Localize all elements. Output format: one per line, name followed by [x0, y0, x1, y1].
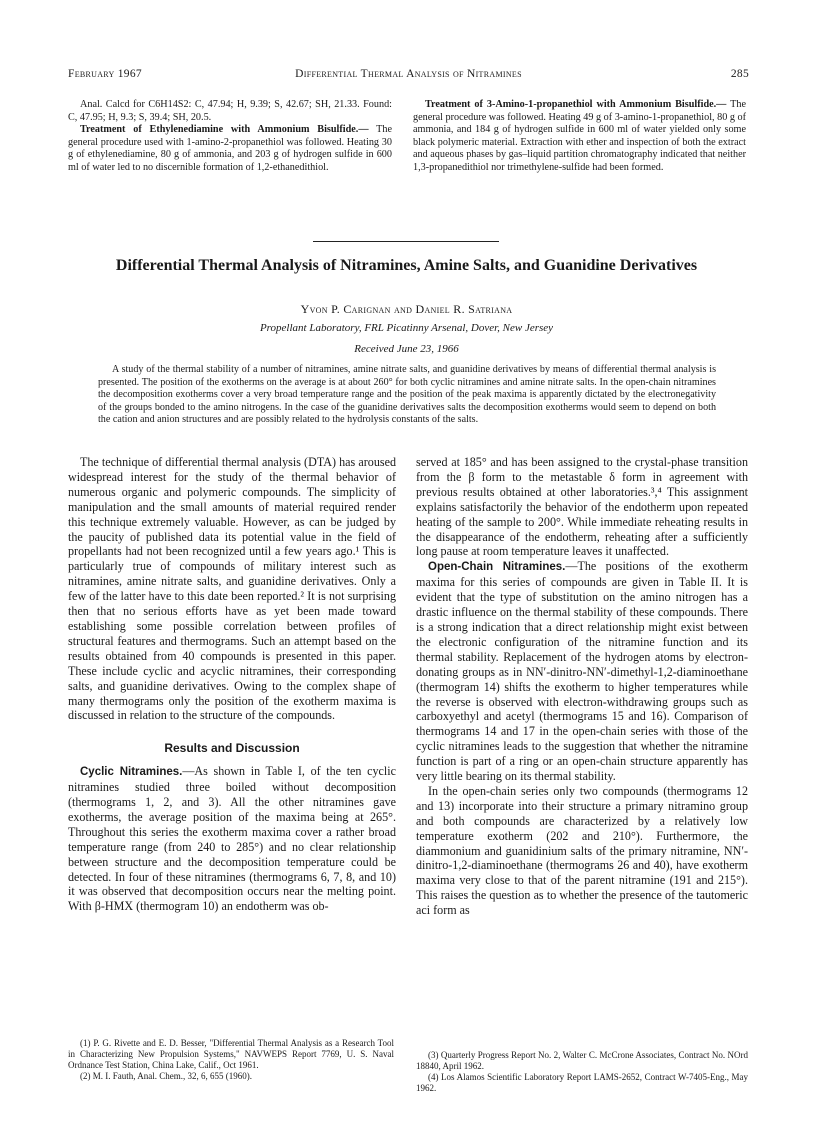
received-date: Received June 23, 1966	[354, 343, 459, 355]
header-date: February 1967	[68, 68, 142, 80]
running-header	[68, 68, 749, 84]
footnotes-right	[416, 1050, 748, 1094]
cyclic-nitramines-text: —As shown in Table I, of the ten cyclic nitramines studied three boiled without decomposition (thermograms 1, 2, and 3). All the other nitramines gave exotherms, the average position of the maxima being at 265°. Throughout this series the exotherm maxima cover a rather broad temperature range (from 240 to 285°) and no clear relationship between structure and the decomposition temperature could be detected. In four of these nitramines (thermograms 6, 7, 8, and 10) it was observed that decomposition occurs near the melting point. With β-HMX (thermogram 10) an endotherm was ob-	[68, 764, 396, 914]
section-heading-results: Results and Discussion	[164, 741, 300, 756]
propanethiol-heading: Treatment of 3-Amino-1-propanethiol with Ammonium Bisulfide.—	[425, 99, 727, 110]
header-running-title: Differential Thermal Analysis of Nitramines	[295, 68, 522, 80]
article-affiliation: Propellant Laboratory, FRL Picatinny Arsenal, Dover, New Jersey	[259, 322, 554, 334]
cyclic-nitramines-heading: Cyclic Nitramines.	[80, 766, 183, 779]
propanethiol-text: The general procedure was followed. Heating 49 g of 3-amino-1-propanethiol, 80 g of ammonia, and 184 g of hydrogen sulfide in 600 ml of water yielded only some black polymeric material. Extraction with ether and inspection of both the extract and aqueous phases by gas–liquid partition chromatography indicated that neither 1,3-propanedithiol nor trimethylene-sulfide had been formed.	[413, 99, 746, 173]
open-chain-heading: Open-Chain Nitramines.	[428, 561, 566, 574]
body-left-column	[68, 455, 396, 914]
article-abstract: A study of the thermal stability of a number of nitramines, amine nitrate salts, and guanidine derivatives by means of differential thermal analysis is presented. The position of the exotherms on the average is at about 260° for both cyclic nitramines and amine nitrate salts. In the open-chain nitramines the decomposition exotherms cover a very broad temperature range and the position of the peak maxima is apparently dictated by the electronegativity of the groups bonded to the amino nitrogens. In the case of the guanidine derivatives salts the decomposition exotherms would seem to depend on both the cation and anion structures and are possibly related to the hydrolysis constants of the salts.	[98, 364, 716, 425]
open-chain-text: —The positions of the exotherm maxima for this series of compounds are given in Table II. It is evident that the type of substitution on the amino nitrogen has a drastic influence on the thermal stability of these compounds. There is a strong indication that a direct relationship might exist between the electronic configuration of the nitramine function and its thermal stability. Replacement of the hydrogen atoms by electron-donating groups as in NN′-dinitro-NN′-dimethyl-1,2-diaminoethane (thermogram 14) shifts the exotherm to higher temperatures while the reverse is observed with electron-withdrawing groups such as carboxyethyl and acetyl (thermograms 15 and 16). Comparison of thermograms 14 and 17 in the open-chain series with those of the cyclic nitramines leads to the suggestion that whether the nitramine function is part of a ring or an open-chain structure apparently has very little bearing on its thermal stability.	[416, 559, 748, 784]
header-page-number: 285	[730, 68, 749, 80]
article-authors: Yvon P. Carignan and Daniel R. Satriana	[300, 302, 513, 316]
footnotes-left	[68, 1038, 394, 1082]
ethylenediamine-heading: Treatment of Ethylenediamine with Ammonium Bisulfide.—	[80, 124, 369, 135]
article-title: Differential Thermal Analysis of Nitramines, Amine Salts, and Guanidine Derivatives	[115, 257, 698, 274]
ethylenediamine-text: The general procedure used with 1-amino-2-propanethiol was followed. Heating 30 g of ethylenediamine, 80 g of ammonia, and 203 g of hydrogen sulfide in 600 ml of water led to no discernible formation of 1,2-ethanedithiol.	[68, 124, 392, 173]
propanethiol-paragraph	[413, 99, 746, 174]
footnote-2: (2) M. I. Fauth, Anal. Chem., 32, 6, 655 (1960).	[80, 1071, 252, 1081]
article-separator-rule	[313, 241, 499, 242]
footnote-1: (1) P. G. Rivette and E. D. Besser, "Differential Thermal Analysis as a Research Tool in Characterizing New Propulsion Systems," NAVWEPS Report 7769, U. S. Naval Ordnance Test Station, China Lake, Calif., Oct 1961.	[68, 1038, 394, 1070]
open-chain-paragraph	[416, 559, 748, 784]
continuation-paragraph: served at 185° and has been assigned to the crystal-phase transition from the β form to the metastable δ form in agreement with previous results obtained at other laboratories.³,⁴ This assignment explains satisfactorily the behavior of the endotherm upon repeated heating of the sample to 200°. While immediate reheating results in the disappearance of the endotherm, reheating after a sufficiently long pause at room temperature leaves it unaffected.	[416, 455, 748, 559]
body-right-column	[416, 455, 748, 918]
analysis-line: Anal. Calcd for C6H14S2: C, 47.94; H, 9.39; S, 42.67; SH, 21.33. Found: C, 47.95; H, 9.3; S, 39.4; SH, 20.5.	[68, 99, 392, 123]
cyclic-nitramines-paragraph	[68, 764, 396, 914]
footnote-4: (4) Los Alamos Scientific Laboratory Report LAMS-2652, Contract W-7405-Eng., May 1962.	[416, 1072, 748, 1093]
previous-article-right-column	[413, 99, 746, 174]
previous-article-left-column	[68, 99, 392, 174]
footnote-3: (3) Quarterly Progress Report No. 2, Walter C. McCrone Associates, Contract No. NOrd 18840, April 1962.	[416, 1050, 748, 1071]
ethylenediamine-paragraph	[68, 124, 392, 174]
primary-nitramine-paragraph: In the open-chain series only two compounds (thermograms 12 and 13) incorporate into their structure a primary nitramino group and both compounds are characterized by a relatively low temperature exotherm (202 and 210°). Furthermore, the diammonium and guanidinium salts of the primary nitramine, NN′-dinitro-1,2-diaminoethane (thermograms 26 and 40), have exotherm maxima very close to that of the parent nitramine (191 and 215°). This raises the question as to whether the presence of the tautomeric aci form as	[416, 783, 748, 918]
introduction-paragraph: The technique of differential thermal analysis (DTA) has aroused widespread interest for the study of the thermal behavior of numerous organic and polymeric compounds. The simplicity of manipulation and the small amounts of material required render this technique extremely valuable. However, as can be judged by the paucity of published data its potential value in the field of propellants had not been recognized until a few years ago.¹ This is particularly true of compounds of military interest such as nitramines, amine nitrate salts, and guanidine derivatives. Only a few of the latter have to this date been reported.² It is not surprising then that no serious efforts have as yet been made toward establishing some possible correlation between profiles of structural features and thermograms. Such an attempt based on the results obtained from 40 compounds is presented in this paper. These include cyclic and acyclic nitramines, their corresponding salts, and guanidine derivatives. Owing to the complex shape of many thermograms only the position of the exotherm maxima is discussed in relation to the structure of the compounds.	[68, 455, 396, 723]
